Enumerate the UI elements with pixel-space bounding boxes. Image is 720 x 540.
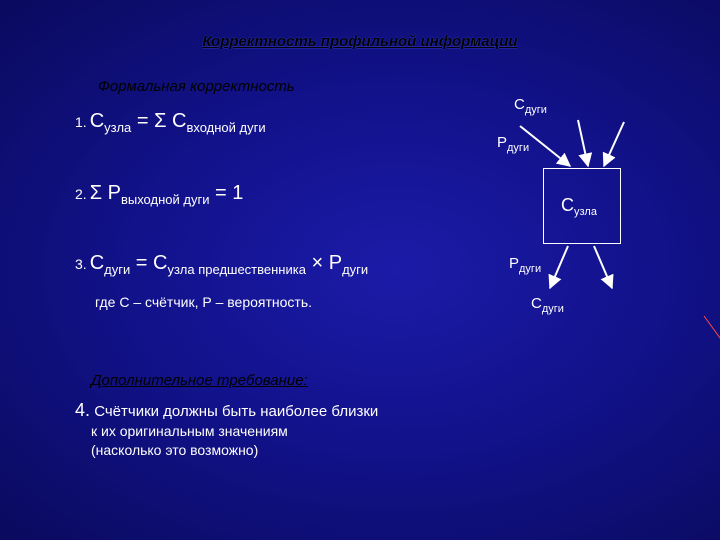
subtitle: Формальная корректность — [98, 78, 295, 95]
label-node-count — [561, 195, 597, 218]
equation-subscript: дуги — [104, 262, 131, 277]
equation-symbol: Σ P — [89, 182, 121, 204]
decorative-line — [704, 316, 720, 338]
equation-number: 2. — [75, 186, 87, 202]
incoming-arrow-middle — [578, 120, 588, 166]
equation-rhs: = 1 — [209, 182, 244, 204]
slide-title: Корректность профильной информации — [202, 33, 518, 50]
incoming-arrow-right — [604, 122, 624, 166]
equation-subscript: узла — [104, 120, 132, 135]
equation-number: 1. — [75, 114, 87, 130]
label-p-outgoing — [509, 255, 541, 275]
equation-subscript: выходной дуги — [120, 192, 210, 207]
equation-rhs: = C — [130, 252, 168, 274]
equation-subscript: дуги — [342, 262, 369, 277]
outgoing-arrow-right — [594, 246, 612, 288]
requirement-line-3: (насколько это возможно) — [91, 442, 259, 458]
equation-times: × P — [305, 252, 343, 274]
label-sub: дуги — [541, 303, 564, 315]
label-main: P — [497, 134, 508, 151]
requirement-line-1: Счётчики должны быть наиболее близки — [94, 403, 379, 420]
label-main: P — [509, 255, 520, 272]
outgoing-arrow-left — [550, 246, 568, 288]
equation-symbol: C — [89, 110, 105, 132]
legend-note: где С – счётчик, Р – вероятность. — [95, 294, 312, 310]
equation-symbol: C — [89, 252, 105, 274]
label-sub: дуги — [507, 142, 530, 154]
label-p-incoming — [497, 134, 529, 154]
equation-subscript: узла предшественника — [167, 262, 306, 277]
additional-title: Дополнительное требование: — [91, 372, 308, 389]
label-c-outgoing — [531, 295, 564, 315]
label-main: C — [561, 195, 574, 215]
equation-rhs: = Σ C — [131, 110, 187, 132]
label-sub: дуги — [524, 104, 547, 116]
equation-number: 3. — [75, 256, 87, 272]
label-sub: узла — [574, 206, 597, 218]
label-main: C — [514, 96, 525, 113]
requirement-line-2: к их оригинальным значениям — [91, 423, 288, 439]
equation-subscript: входной дуги — [186, 120, 266, 135]
label-main: C — [531, 295, 542, 312]
requirement-number: 4. — [75, 400, 91, 420]
label-c-incoming — [514, 96, 547, 116]
label-sub: дуги — [519, 263, 542, 275]
